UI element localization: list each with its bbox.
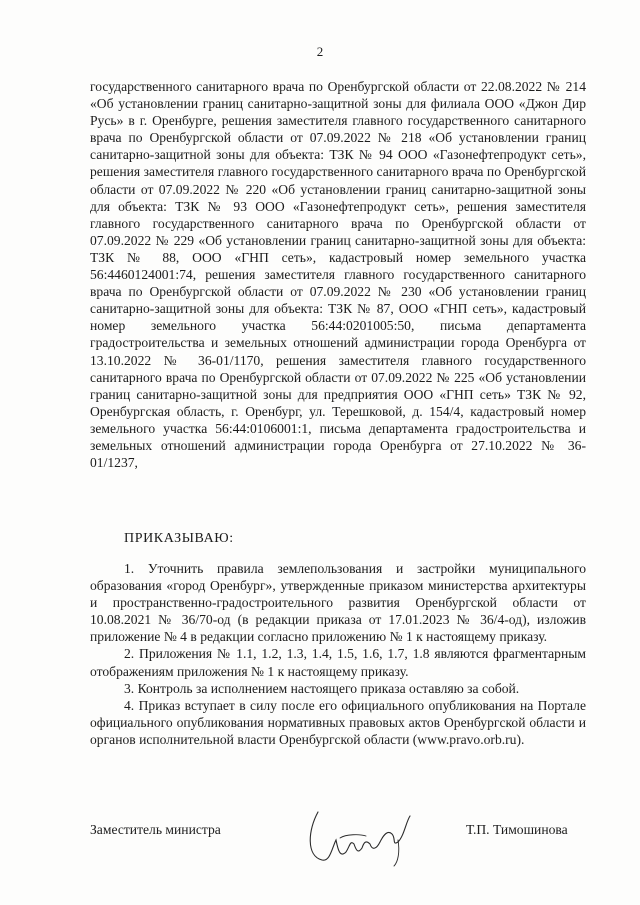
order-item-2: 2. Приложения № 1.1, 1.2, 1.3, 1.4, 1.5, 1.6, 1.7, 1.8 являются фрагментарным отображениям приложения № 1 к настоящему приказу. xyxy=(90,646,586,679)
signatory-title: Заместитель министра xyxy=(90,822,221,837)
order-item-3: 3. Контроль за исполнением настоящего приказа оставляю за собой. xyxy=(124,680,520,696)
page-number: 2 xyxy=(316,44,324,59)
handwritten-signature xyxy=(300,800,420,870)
order-item-1: 1. Уточнить правила землепользования и застройки муниципального образования «город Оренбург», утвержденные приказом министерства архитектуры и пространственно-градостроительного развития Оренбургской области от 10.08.2021 № 36/70-од (в редакции приказа от 17.01.2023 № 36/4-од), изложив приложение № 4 в редакции согласно приложению № 1 к настоящему приказу. xyxy=(90,561,586,645)
signatory-name: Т.П. Тимошинова xyxy=(466,822,568,837)
preamble-paragraph: государственного санитарного врача по Оренбургской области от 22.08.2022 № 214 «Об установлении границ санитарно-защитной зоны для филиала ООО «Джон Дир Русь» в г. Оренбурге, решения заместителя главного государственного санитарного врача по Оренбургской области от 07.09.2022 № 218 «Об установлении границ санитарно-защитной зоны для объекта: ТЗК № 94 ООО «Газонефтепродукт сеть», решения заместителя главного государственного санитарного врача по Оренбургской области от 07.09.2022 № 220 «Об установлении границ санитарно-защитной зоны для объекта: ТЗК № 93 ООО «Газонефтепродукт сеть», решения заместителя главного государственного санитарного врача по Оренбургской области от 07.09.2022 № 229 «Об установлении границ санитарно-защитной зоны для объекта: ТЗК № 88, ООО «ГНП сеть», кадастровый номер земельного участка 56:4460124001:74, решения заместителя главного государственного санитарного врача по Оренбургской области от 07.09.2022 № 230 «Об установлении границ санитарно-защитной зоны для объекта: ТЗК № 87, ООО «ГНП сеть», кадастровый номер земельного участка 56:44:0201005:50, письма департамента градостроительства и земельных отношений администрации города Оренбурга от 13.10.2022 № 36-01/1170, решения заместителя главного государственного санитарного врача по Оренбургской области от 07.09.2022 № 225 «Об установлении границ санитарно-защитной зоны для предприятия ООО «ГНП сеть» ТЗК № 92, Оренбургская область, г. Оренбург, ул. Терешковой, д. 154/4, кадастровый номер земельного участка 56:44:0106001:1, письма департамента градостроительства и земельных отношений администрации города Оренбурга от 27.10.2022 № 36-01/1237, xyxy=(90,79,586,471)
order-heading: ПРИКАЗЫВАЮ: xyxy=(124,531,234,546)
order-items xyxy=(90,560,586,748)
order-item-4: 4. Приказ вступает в силу после его официального опубликования на Портале официального опубликования нормативных правовых актов Оренбургской области и органов исполнительной власти Оренбургской области (www.pravo.orb.ru). xyxy=(90,697,586,747)
